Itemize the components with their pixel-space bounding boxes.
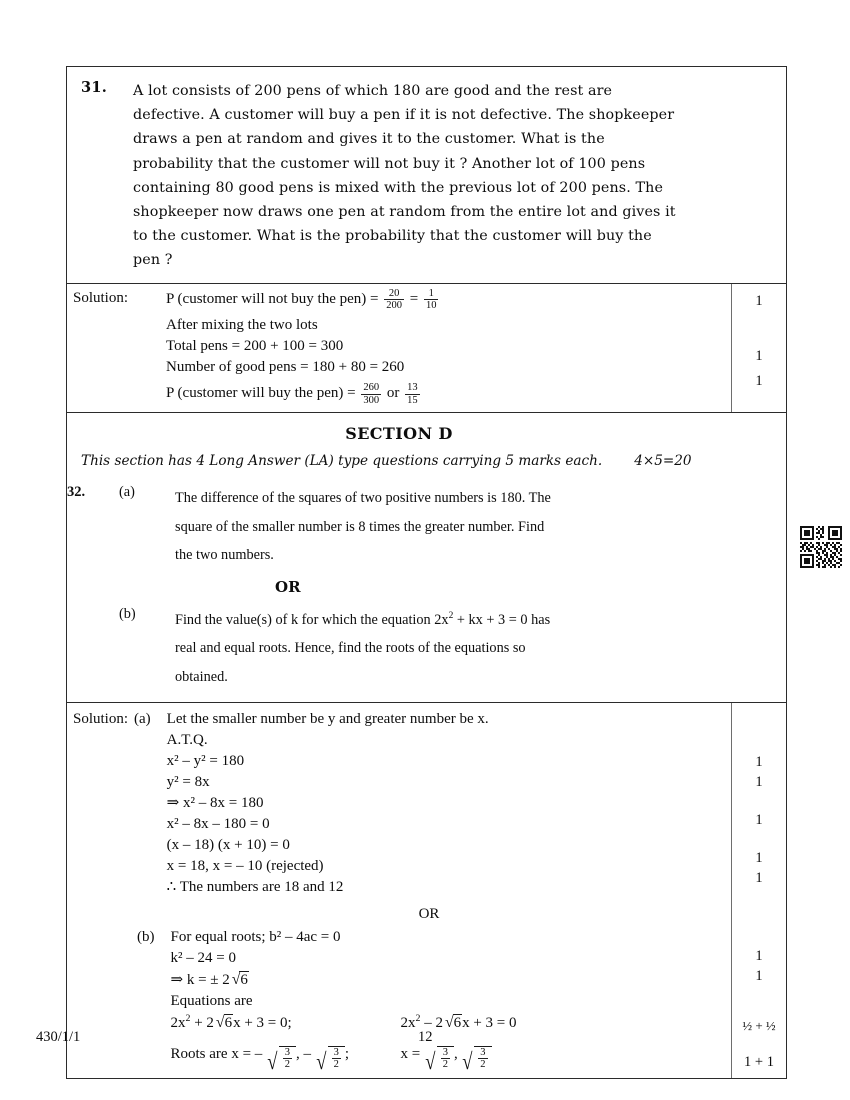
section-d-note-wrap <box>67 443 731 475</box>
solution-31-line-4: Number of good pens = 180 + 80 = 260 <box>166 359 405 376</box>
mark-s32a-5: 1 <box>755 869 763 886</box>
mark-s32b-1: 1 <box>755 947 763 964</box>
solution-32-or-separator: OR <box>418 905 440 922</box>
mark-s31-1: 1 <box>755 292 763 309</box>
solution-32a-line-2: A.T.Q. <box>166 731 208 748</box>
fraction-260-over-300: $\frac{260}{300}$ <box>363 382 380 406</box>
solution-32a-label: (a) <box>134 710 151 727</box>
question-32-or-separator: OR <box>275 577 301 596</box>
solution-31-cell <box>67 284 731 412</box>
fraction-1-over-10: $\frac{1}{10}$ <box>425 287 437 311</box>
solution-31-row <box>67 283 786 412</box>
solution-31-line-1 <box>132 288 731 312</box>
solution-32a-line-1: Let the smaller number be y and greater number be x. <box>166 710 489 727</box>
question-32a-label: (a) <box>119 483 135 500</box>
solution-32b-label: (b) <box>137 928 155 945</box>
question-32a-first-line <box>67 475 731 513</box>
solution-32a-line-6: x² – 8x – 180 = 0 <box>166 815 270 832</box>
question-31-marks-cell <box>731 67 786 283</box>
solution-32-label: Solution: <box>73 710 129 727</box>
solution-32a-line-8: x = 18, x = – 10 (rejected) <box>166 857 324 874</box>
solution-31-line-1-text: P (customer will not buy the pen) = <box>166 290 383 307</box>
sqrt-6-icon-left: √6 <box>215 1013 233 1031</box>
question-31-line-5: containing 80 good pens is mixed with the previous lot of 200 pens. The <box>133 179 664 196</box>
question-31-block <box>67 67 731 283</box>
page-footer <box>0 1029 850 1053</box>
question-32-marks-cell <box>731 413 786 702</box>
sqrt-6-radicand: 6 <box>240 971 248 988</box>
mark-s32b-2: 1 <box>755 967 763 984</box>
question-31-row <box>67 67 786 283</box>
question-32-cell <box>67 413 731 702</box>
question-32a-line-2: square of the smaller number is 8 times the greater number. Find <box>175 518 545 535</box>
solution-32a-line-3: x² – y² = 180 <box>166 752 245 769</box>
question-32b-line-1-post: + kx + 3 = 0 has <box>453 611 551 628</box>
solution-32b-line-3-pre: ⇒ k = ± 2 <box>170 971 230 988</box>
fraction-20-over-200: $\frac{20}{200}$ <box>386 287 402 311</box>
mark-s32a-1: 1 <box>755 753 763 770</box>
solution-32-marks-cell <box>731 703 786 1079</box>
question-31-cell <box>67 67 731 283</box>
question-31-first-line <box>81 79 709 103</box>
question-31-line-2: defective. A customer will buy a pen if it is not defective. The shopkeeper <box>133 107 675 124</box>
question-32-number: 32. <box>67 483 86 500</box>
answer-sheet-table <box>66 66 787 1079</box>
question-32b-exponent: 2 <box>448 610 454 621</box>
solution-31-or: or <box>383 385 404 402</box>
page-number: 12 <box>418 1029 433 1045</box>
solution-31-body <box>132 288 731 406</box>
solution-32b-block <box>67 925 731 1079</box>
question-31-line-4: probability that the customer will not buy it ? Another lot of 100 pens <box>133 155 646 172</box>
section-d-note: This section has 4 Long Answer (LA) type questions carrying 5 marks each. <box>81 452 603 469</box>
question-32b-line-2: real and equal roots. Hence, find the roots of the equations so <box>175 640 526 657</box>
solution-32a-line-7: (x – 18) (x + 10) = 0 <box>166 836 290 853</box>
solution-32a-line-4: y² = 8x <box>166 773 210 790</box>
solution-31-line-2: After mixing the two lots <box>166 317 318 334</box>
solution-32-cell <box>67 703 731 1079</box>
mark-s31-3: 1 <box>755 372 763 389</box>
section-d-marks-equation: 4×5=20 <box>634 452 692 469</box>
mark-s32b-4: 1 + 1 <box>744 1053 774 1070</box>
solution-31-line-3: Total pens = 200 + 100 = 300 <box>166 338 344 355</box>
solution-32a-line-5: ⇒ x² – 8x = 180 <box>166 794 264 811</box>
question-32a-line-1: The difference of the squares of two positive numbers is 180. The <box>175 489 551 506</box>
solution-32a-block <box>67 703 731 898</box>
question-31-line-1: A lot consists of 200 pens of which 180 are good and the rest are <box>133 83 613 99</box>
qr-code-svg <box>798 524 844 572</box>
mark-s31-2: 1 <box>755 347 763 364</box>
sqrt-three-halves-4: √ $\frac{3}{2}$ <box>461 1046 491 1071</box>
solution-32a-body <box>155 709 731 898</box>
mark-s32a-2: 1 <box>755 773 763 790</box>
question-32b-line-1-pre: Find the value(s) of k for which the equation 2x <box>175 611 449 628</box>
question-31-line-7: to the customer. What is the probability that the customer will buy the <box>133 228 652 245</box>
solution-31-line-5-text: P (customer will buy the pen) = <box>166 385 360 402</box>
fraction-13-over-15: $\frac{13}{15}$ <box>407 382 418 406</box>
solution-32b-equation-left: $2x^2 + 2$ √6x + 3 = 0; <box>171 1015 292 1031</box>
sqrt-three-halves-2: √ $\frac{3}{2}$ <box>315 1046 345 1071</box>
question-32b-label: (b) <box>119 605 136 622</box>
solution-31-line-5 <box>132 382 731 406</box>
solution-32b-roots-left: Roots are x = – √ $\frac{3}{2}$ , – √ $\frac{3}{2}$ ; <box>170 1045 349 1075</box>
mark-s32b-3: ½ + ½ <box>742 1017 776 1033</box>
solution-31-label: Solution: <box>73 289 129 306</box>
solution-32b-line-3 <box>171 969 732 991</box>
sqrt-6-icon-right: √6 <box>444 1013 462 1031</box>
question-31-line-3: draws a pen at random and gives it to the customer. What is the <box>133 131 605 148</box>
solution-32-row <box>67 702 786 1079</box>
solution-32a-line-9: ∴ The numbers are 18 and 12 <box>166 878 344 895</box>
solution-31-marks-cell <box>731 284 786 412</box>
paper-code: 430/1/1 <box>36 1029 81 1045</box>
section-d-title: SECTION D <box>345 423 453 443</box>
sqrt-three-halves-3: √ $\frac{3}{2}$ <box>424 1046 454 1071</box>
question-31-line-6: shopkeeper now draws one pen at random from the entire lot and gives it <box>133 204 676 221</box>
mark-s32a-4: 1 <box>755 849 763 866</box>
sqrt-three-halves-1: √ $\frac{3}{2}$ <box>266 1046 296 1071</box>
question-32b-line-1 <box>175 606 731 635</box>
mark-s32a-3: 1 <box>755 811 763 828</box>
solution-32b-equation-right: $2x^2 - 2$ √6x + 3 = 0 <box>401 1012 517 1034</box>
question-32b-first-line <box>67 604 731 635</box>
solution-32b-body <box>159 927 732 1079</box>
question-32b-line-3: obtained. <box>175 668 228 685</box>
solution-32b-line-4: Equations are <box>170 992 253 1009</box>
solution-32b-roots-right: x = √ $\frac{3}{2}$ , √ $\frac{3}{2}$ <box>401 1044 492 1071</box>
solution-31-block <box>67 284 731 412</box>
solution-32b-line-2: k² – 24 = 0 <box>170 949 236 966</box>
question-31-line-8: pen ? <box>133 252 173 269</box>
qr-code-icon <box>798 524 844 572</box>
solution-31-equals: = <box>405 290 422 307</box>
question-32a-line-3: the two numbers. <box>175 547 274 564</box>
solution-32b-line-1: For equal roots; b² – 4ac = 0 <box>170 928 341 945</box>
question-31-number: 31. <box>81 79 108 96</box>
sqrt-6-icon: √6 <box>231 970 248 988</box>
question-32-row <box>67 412 786 702</box>
